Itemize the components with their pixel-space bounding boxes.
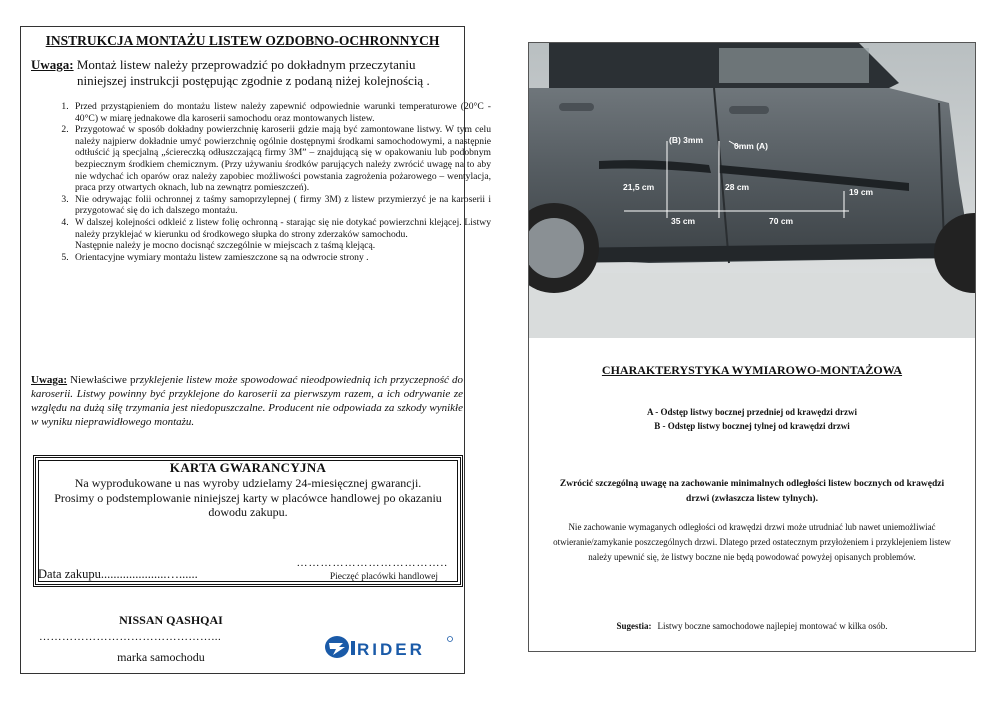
intro-note-text1: Montaż listew należy przeprowadzić po dokładnym przeczytaniu <box>73 57 416 72</box>
instruction-title: INSTRUKCJA MONTAŻU LISTEW OZDOBNO-OCHRONNYCH <box>45 33 440 48</box>
step-text: W dalszej kolejności odkleić z listew folię ochronną - starając się nie dotykać powierzchni klejącej. Listwy należy przyklejać w kierunku od środkowego słupka do strony zderzaków samochodu. <box>75 216 491 240</box>
legend-a: A - Odstęp listwy bocznej przedniej od krawędzi drzwi <box>647 407 857 417</box>
step-item <box>71 194 491 217</box>
step-item <box>71 217 491 252</box>
warning-note <box>31 373 463 429</box>
logo-text: RIDER <box>357 640 425 659</box>
stamp-label: Pieczęć placówki handlowej <box>329 572 438 582</box>
important-note: Zwrócić szczególną uwagę na zachowanie minimalnych odległości listew bocznych od krawędzi drzwi (zwłaszcza listew tylnych). <box>559 479 945 504</box>
instruction-panel <box>20 26 491 674</box>
suggestion-label: Sugestia: <box>616 621 652 631</box>
suggestion-text: Listwy boczne samochodowe najlepiej montować w kilka osób. <box>657 621 888 631</box>
step-text: Przygotować w sposób dokładny powierzchnię karoserii gdzie mają być zamontowane listwy. W tym celu należy najpierw dokładnie umyć powierzchnię ogólnie dostępnymi środkami samochodowymi, a następnie odtłuścić ją specjalną „ściereczką odłuszczającą firmy 3M” – znajdującą się w opakowaniu lub podobnym bezpiecznym środkiem chemicznym. (Przy używaniu środków parujących należy zwrócić uwagę na to aby nie wdychać ich oparów oraz należy zapobiec możliwości powstania zagrożenia pożarowego – wentylacja, praca przy otwartych oknach, lub na zewnątrz pomieszczeń). <box>75 124 491 194</box>
warning-text-italic: rzyklejenie listew może spowodować nieodpowiednią ich przyczepność do karoserii. Listwy powinny być przyklejone do karoserii za pierwszym razem, a ich odrywanie ze względu na dużą siłę trzymania jest niedopuszczalne. Producent nie odpowiada za szkody wynikłe w wyniku nieprawidłowego montażu. <box>31 374 463 428</box>
step-item <box>71 124 491 194</box>
car-side-illustration <box>529 43 975 338</box>
steps-list <box>31 101 491 263</box>
car-model: NISSAN QASHQAI <box>119 613 223 627</box>
warranty-text <box>44 476 452 520</box>
brand-dots: ………………………………………... <box>39 631 222 643</box>
brand-label: marka samochodu <box>117 650 205 664</box>
step-item <box>71 101 491 124</box>
dim-front-length: 35 cm <box>671 216 696 226</box>
warranty-card <box>33 455 463 587</box>
warning-text-plain: Niewłaściwe p <box>67 374 136 386</box>
dim-rear-height: 28 cm <box>725 182 750 192</box>
label-b: (B) 3mm <box>669 135 704 145</box>
label-a: 0mm (A) <box>734 141 769 151</box>
step-note: Następnie należy je mocno docisnąć szczególnie w miejscach z taśmą klejącą. <box>75 240 376 252</box>
step-item <box>71 252 491 264</box>
suggestion <box>529 621 975 631</box>
legend <box>529 405 975 433</box>
characteristics-title: CHARAKTERYSTYKA WYMIAROWO-MONTAŻOWA <box>601 363 903 377</box>
dimensions-panel <box>528 42 976 652</box>
purchase-date-field: Data zakupu.....................…...... <box>38 567 198 581</box>
dim-front-height: 21,5 cm <box>623 182 655 192</box>
warranty-line1: Na wyprodukowane u nas wyroby udzielamy 24-miesięcznej gwarancji. <box>74 476 422 490</box>
step-text: Orientacyjne wymiary montażu listew zamieszczone są na odwrocie strony . <box>75 251 369 263</box>
warning-label: Uwaga: <box>31 374 68 386</box>
step-text: Nie odrywając folii ochronnej z taśmy samoprzylepnej ( firmy 3M) z listew przymierzyć je na karoserii i przygotować się do ich dalszego montażu. <box>75 193 491 217</box>
rider-logo <box>323 631 455 663</box>
intro-note <box>31 57 461 89</box>
warning-description: Nie zachowanie wymaganych odległości od krawędzi drzwi może utrudniać lub nawet uniemożliwiać otwieranie/zamykanie poszczególnych drzwi. Dlatego przed ostatecznym przyłożeniem i przyklejeniem listew należy upewnić się, że listwy boczne nie będą powodować powyżej opisanych problemów. <box>553 522 951 562</box>
stamp-dots: ……………………………….. <box>296 557 448 569</box>
warranty-line2: Prosimy o podstemplowanie niniejszej karty w placówce handlowej po okazaniu dowodu zakupu. <box>54 490 442 519</box>
step-text: Przed przystąpieniem do montażu listew należy zapewnić odpowiednie warunki temperaturowe (20°C - 40°C) w miarę jednakowe dla karoserii samochodu oraz montowanych listew. <box>75 101 491 124</box>
intro-note-label: Uwaga: <box>31 57 74 72</box>
legend-b: B - Odstęp listwy bocznej tylnej od krawędzi drzwi <box>654 421 850 431</box>
dim-rear-end-height: 19 cm <box>849 187 874 197</box>
dim-rear-length: 70 cm <box>769 216 794 226</box>
car-photo <box>529 43 975 338</box>
intro-note-text2: niniejszej instrukcji postępując zgodnie z podaną niżej kolejnością . <box>77 73 430 88</box>
warranty-title: KARTA GWARANCYJNA <box>169 460 327 475</box>
